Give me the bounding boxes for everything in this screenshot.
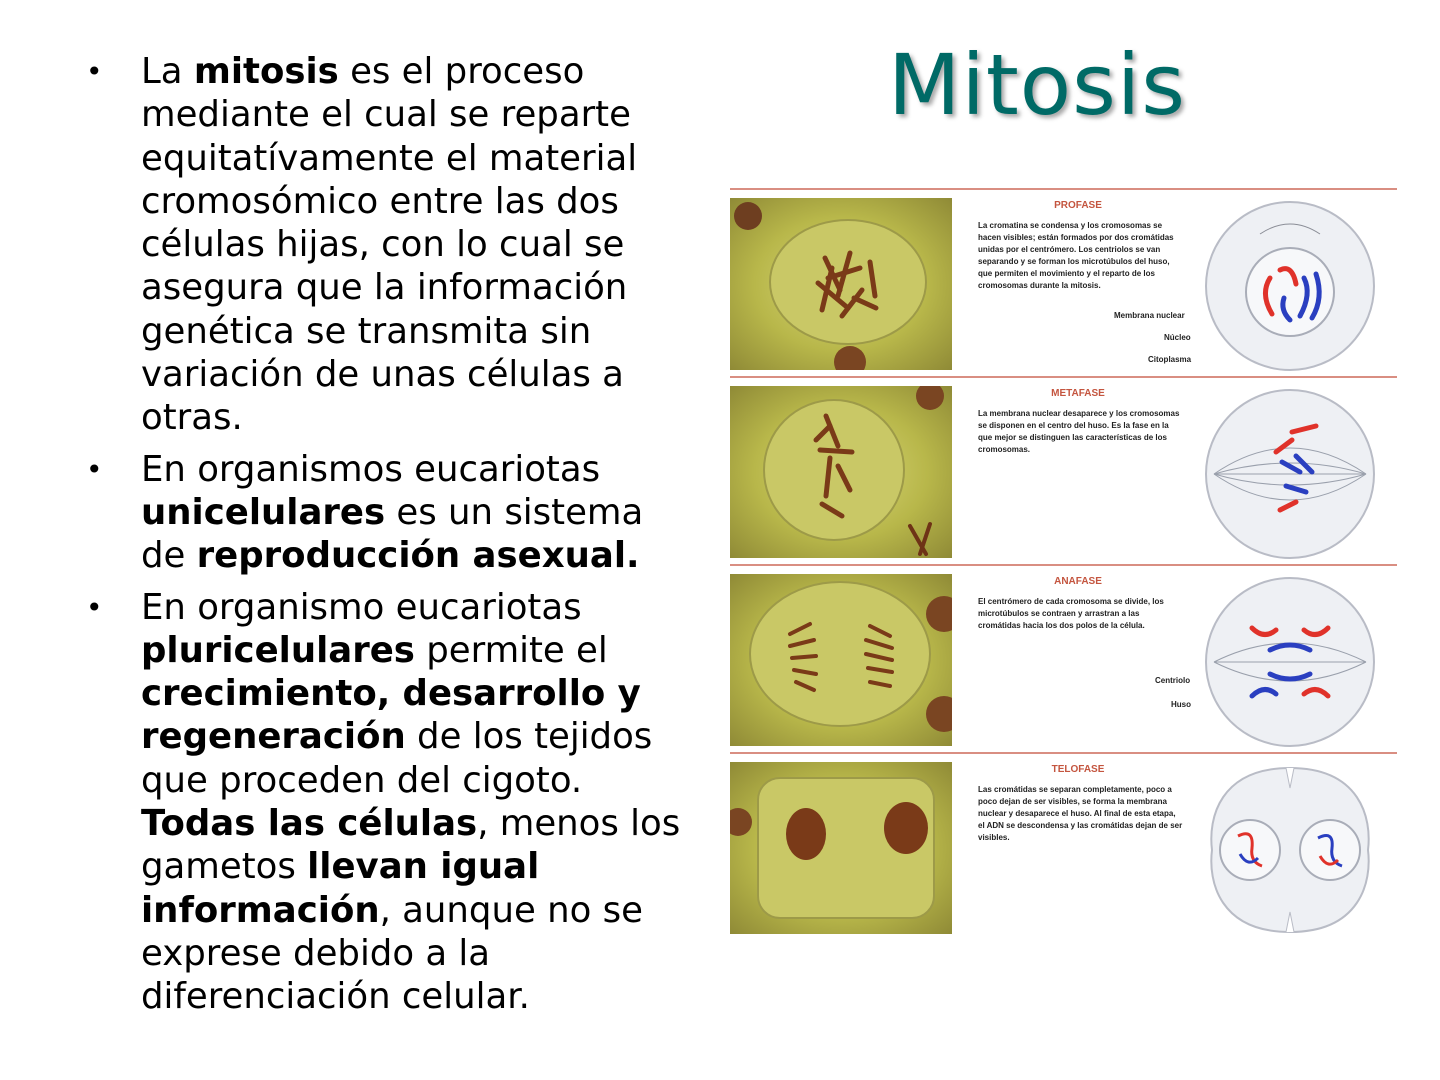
phase-panel-telofase	[730, 754, 1397, 942]
phase-heading: ANAFASE	[1054, 576, 1102, 587]
metafase-cell-diagram	[1200, 382, 1380, 562]
mitosis-phases-figure	[730, 188, 1397, 941]
telofase-cell-diagram	[1200, 758, 1380, 938]
bullet-item-mitosis-definition	[86, 50, 696, 440]
label-membrana-nuclear: Membrana nuclear	[1114, 311, 1185, 320]
bullet-text: En organismo eucariotas pluricelulares permite el crecimiento, desarrollo y regeneración de los tejidos que proceden del cigoto. Todas las células, menos los gametos llevan igual información, aunque no se exprese debido a la diferenciación celular.	[141, 586, 681, 1018]
phase-heading: PROFASE	[1054, 200, 1102, 211]
micrograph-telofase	[730, 762, 952, 934]
label-citoplasma: Citoplasma	[1148, 355, 1192, 364]
phase-description: Las cromátidas se separan completamente, poco a poco dejan de ser visibles, se forma la membrana nuclear y desaparece el huso. Al final de esta etapa, el ADN se descondensa y las cromátidas dejan de ser visibles.	[978, 785, 1183, 842]
micrograph-profase	[730, 198, 952, 370]
phase-heading: METAFASE	[1051, 388, 1105, 399]
phase-description: La membrana nuclear desaparece y los cromosomas se disponen en el centro del huso. Es la fase en la que mejor se distinguen las características de los cromosomas.	[978, 409, 1180, 454]
micrograph-metafase	[730, 386, 952, 558]
bullet-dot: •	[86, 590, 103, 624]
micrograph-anafase	[730, 574, 952, 746]
slide-title: Mitosis	[888, 36, 1187, 134]
label-nucleo: Núcleo	[1164, 333, 1191, 342]
phase-panel-anafase	[730, 566, 1397, 754]
label-centriolo: Centriolo	[1155, 676, 1191, 685]
bullet-list	[86, 50, 696, 1027]
phase-description: El centrómero de cada cromosoma se divide, los microtúbulos se contraen y arrastran a las cromátidas hacia los dos polos de la célula.	[978, 597, 1164, 630]
phase-panel-profase	[730, 190, 1397, 378]
label-huso: Huso	[1171, 700, 1191, 709]
bullet-dot: •	[86, 55, 103, 88]
profase-cell-diagram	[1200, 194, 1380, 374]
anafase-cell-diagram	[1200, 570, 1380, 750]
bullet-item-pluricelulares	[86, 586, 696, 1019]
bullet-dot: •	[86, 452, 103, 486]
bullet-text: La mitosis es el proceso mediante el cual se reparte equitatívamente el material cromosómico entre las dos células hijas, con lo cual se asegura que la información genética se transmita sin variación de unas células a otras.	[141, 51, 638, 439]
phase-description: La cromatina se condensa y los cromosomas se hacen visibles; están formados por dos cromátidas unidas por el centrómero. Los centriolos se van separando y se forman los microtúbulos del huso, que permiten el movimiento y el reparto de los cromosomas durante la mitosis.	[978, 221, 1174, 290]
bullet-item-unicelulares	[86, 448, 696, 578]
phase-heading: TELOFASE	[1051, 764, 1105, 775]
bullet-text: En organismos eucariotas unicelulares es un sistema de reproducción asexual.	[141, 448, 644, 577]
